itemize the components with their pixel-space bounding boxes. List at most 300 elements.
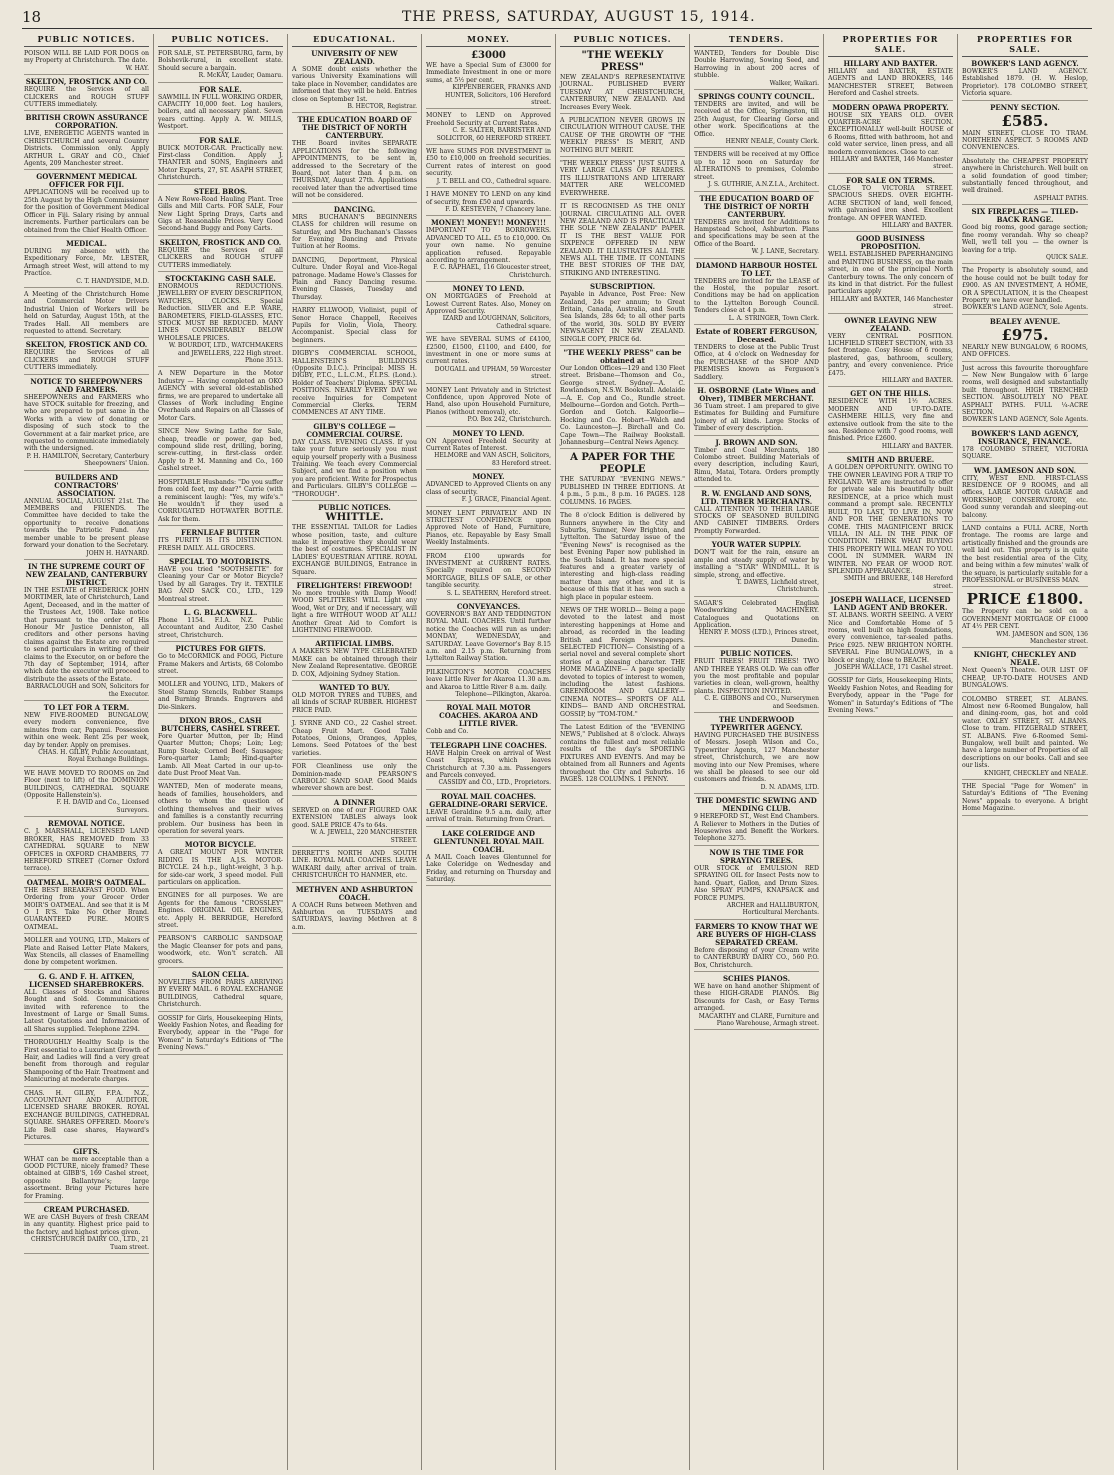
ad-body: ENGINES for all purposes. We are Agents for the famous "CROSSLEY" Engines. ORIGINAL OIL ENGINES, etc. Apply H. BERRIDGE, Hereford street. <box>158 892 283 929</box>
ad-body: SERVED on one of our FIGURED OAK EXTENSION TABLES always look good. SALE PRICE 47s to 64s. <box>292 806 417 829</box>
ad-heading: CREAM PURCHASED. <box>43 1204 130 1214</box>
advertisement <box>962 467 1088 522</box>
advertisement <box>24 474 149 560</box>
ad-heading: WM. JAMESON AND SON. <box>973 465 1077 475</box>
ad-heading: H. OSBORNE (Late Wines and Olver), TIMBER MERCHANT. <box>697 386 816 403</box>
ad-body: C. J. MARSHALL, LICENSED LAND BROKER, HAS REMOVED from 33 CATHEDRAL SQUARE to NEW OFFICES in OXFORD CHAMBERS, 77 HEREFORD STREET (Corner Oxford terrace). <box>24 828 149 873</box>
ad-body: Good big rooms, good garage section; fine roomy verandah. Why so cheap? Well, we'll tell you — the owner is leaving for a trip. <box>962 224 1088 254</box>
advertisement <box>560 607 685 721</box>
ad-heading: FOR SALE. <box>199 84 242 94</box>
ad-body: A MAKER'S NEW TYPE CELEBRATED MAKE can be obtained through their New Zealand Representative. GEORGE D. COX, Adjoining Sydney Station. <box>292 648 417 678</box>
ad-signature: BARRACLOUGH and SON, Solicitors for the Executor. <box>26 683 149 698</box>
column-6 <box>690 34 824 1470</box>
ad-body: Timber and Coal Merchants, 180 Colombo street. Building Materials of every description, including Kauri, Rimu, Matai, Totara. Orders promptly attended to. <box>694 446 819 484</box>
advertisement <box>828 317 953 388</box>
ad-body: ENORMOUS REDUCTIONS. JEWELLERY OF EVERY DESCRIPTION, WATCHES, CLOCKS. Special Reduction. SILVER and E.P. WARE, BAROMETERS, FIELD-GLASSES, ETC. STOCK MUST BE REDUCED. MANY LINES CONSIDERABLY BELOW WHOLESALE PRICES. <box>158 282 283 342</box>
ad-body: Absolutely the CHEAPEST PROPERTY anywhere in Christchurch. Well built on a solid foundation of good timber; substantially fenced throughout, and well drained. <box>962 157 1088 195</box>
ad-signature: HENRY F. MOSS (LTD.), Princes street, Dunedin. <box>698 629 819 644</box>
advertisement <box>828 596 953 674</box>
advertisement <box>694 439 819 487</box>
advertisement <box>158 558 283 606</box>
ad-heading: Estate of ROBERT FERGUSON, Deceased. <box>695 326 818 344</box>
ad-body: Payable in Advance, Post Free: New Zealand, 24s per annum; to Great Britain, Canada, Australia, and South Sea Islands, 28s 6d; to all other parts of the world, 30s. SOLD BY EVERY NEWSAGENT IN NEW ZEALAND. SINGLE COPY, PRICE 6d. <box>560 291 685 343</box>
advertisement <box>158 50 283 83</box>
advertisement <box>24 291 149 338</box>
advertisement <box>426 191 551 216</box>
column-8 <box>958 34 1092 1470</box>
ad-body: The Latest Edition of the "EVENING NEWS," Published at 8 o'clock. Always contains the fullest and most reliable results of the day's SPORTING FIXTURES AND EVENTS. And may be obtained from all Runners and Agents throughout the City and Suburbs. 16 PAGES. 128 COLUMNS. 1 PENNY. <box>560 724 685 783</box>
ad-heading: A DINNER <box>333 797 376 807</box>
ad-body: The 8 o'clock Edition is delivered by Runners anywhere in the City and Suburbs, Sumner, New Brighton, and Lyttelton. The Saturday issue of the "Evening News" is recognised as the best Evening Paper now published in the South Island. It has more special features and a greater variety of interesting and high-class reading matter than any other, and it is because of this that it has won such a high place in popular esteem. <box>560 512 685 601</box>
advertisement <box>426 669 551 702</box>
advertisement <box>292 763 417 796</box>
ad-body: MRS BUCHANAN'S BEGINNERS CLASS for children will resume on Saturday, and Mrs Buchanan's Classes for Evening Dancing and Private Tuition at her Rooms. <box>292 213 417 251</box>
advertisement <box>24 1148 149 1203</box>
advertisement <box>694 387 819 436</box>
ad-body: WANTED, Men of moderate means, heads of families, householders, and others to whom the question of clothing themselves and their wives and families is a constantly recurring problem. Our business has been in operation for several years. <box>158 783 283 835</box>
ad-body: THOROUGHLY Healthy Scalp is the First essential to a Luxuriant Growth of Hair, and Ladies will find a very great benefit from thorough and regular Shampooing of the Hair. Treatment and Manicuring at moderate charges. <box>24 1039 149 1084</box>
advertisement <box>24 1039 149 1086</box>
ad-body: OUR STOCK of EMULSION RED SPRAYING OIL for Insect Pests now to hand. Quart, Gallon, and Drum Sizes. Also SPRAY PUMPS, KNAPSACK and FORCE PUMPS. <box>694 864 819 902</box>
ad-signature: WM. JAMESON and SON, 136 Manchester street. <box>996 630 1088 645</box>
advertisement <box>158 370 283 425</box>
ad-heading: IN THE SUPREME COURT OF NEW ZEALAND, CANTERBURY DISTRICT. <box>25 561 148 587</box>
ad-signature: S. L. SEATHERN, Hereford street. <box>446 589 551 597</box>
ad-body: TENDERS are invited, and will be received at the Office, Springston, till 25th August, for Clearing Gorse and other work. Specifications at the Office. <box>694 101 819 138</box>
advertisement <box>962 365 1088 427</box>
advertisement <box>426 387 551 427</box>
ad-body: WE are CASH Buyers of fresh CREAM in any quantity. Highest price paid to the factory, and highest prices given. <box>24 1213 149 1236</box>
advertisement <box>426 553 551 600</box>
column-4 <box>422 34 556 1470</box>
advertisement <box>158 239 283 272</box>
ad-body: WELL ESTABLISHED PAPERHANGING and PAINTING BUSINESS, on the main street, in one of the principal North Canterbury towns. The only concern of its kind in that district. For the fullest particulars apply <box>828 251 953 296</box>
ad-signature: J. S. GUTHRIE, A.N.Z.I.A., Architect. <box>708 181 819 189</box>
ad-heading: L. G. BLACKWELL. <box>183 607 258 617</box>
ad-body: THE Board invites SEPARATE APPLICATIONS for the following APPOINTMENTS, to be sent in, addressed to the Secretary of the Board, not later than 4 p.m. on THURSDAY, August 27th. Applications received later than the advertised time will not be considered. <box>292 140 417 200</box>
advertisement <box>426 336 551 383</box>
ad-body: HOSPITABLE Husbands: "Do you suffer from cold feet, my dear?" Carrie (with a reminiscent laugh): "Yes, my wife's." He wouldn't if they used a CORRUGATED HOT-WATER BOTTLE. Ask for them. <box>158 478 283 523</box>
advertisement <box>292 350 417 420</box>
ad-heading: NOTICE TO SHEEPOWNERS AND FARMERS. <box>30 376 143 394</box>
column-7 <box>824 34 958 1470</box>
advertisement <box>292 50 417 113</box>
ad-signature: HILLARY and BAXTER, 146 Manchester street. <box>830 295 953 311</box>
ad-body: GOSSIP for Girls, Housekeeping Hints, Weekly Fashion Notes, and Reading for Everybody, appear in the "Page for Women" in Saturday's Editions of "The Evening News." <box>828 677 953 715</box>
ad-heading: SPRINGS COUNTY COUNCIL. <box>698 92 815 102</box>
ad-signature: ASPHALT PATHS. <box>1034 194 1088 202</box>
ad-body: SHEEPOWNERS and FARMERS who have STOCK suitable for freezing, and who are prepared to put same in the Works with a view of donating or disposing of such stock to the Government at a fair market price, are requested to communicate immediately with the undersigned. <box>24 393 149 453</box>
advertisement <box>292 799 417 847</box>
ad-body: A SOME doubt exists whether the various University Examinations will take place in November, candidates are informed that they will be held. Entries close on September 1st. <box>292 66 417 103</box>
advertisement <box>292 206 417 254</box>
ad-heading: SALON CELIA. <box>191 970 250 979</box>
ad-signature: P.O. Box 242, Christchurch. <box>467 416 551 424</box>
ad-heading: BRITISH CROWN ASSURANCE CORPORATION. <box>25 113 148 131</box>
ad-heading: SPECIAL TO MOTORISTS. <box>169 556 272 566</box>
ad-body: Next Queen's Theatre. OUR LIST OF CHEAP, UP-TO-DATE HOUSES AND BUNGALOWS. <box>962 667 1088 690</box>
ad-heading: J. BROWN AND SON. <box>715 437 798 447</box>
ad-body: A New Rowe-Road Hauling Plant. Tree Gills and Mill Carts. FOR SALE, Four New Light Spring Drays, Carts and Gigs at Reasonable Prices. Very Good Second-hand Buggy and Pony Carts. <box>158 195 283 233</box>
advertisement <box>828 235 953 313</box>
column-heading: PUBLIC NOTICES. <box>560 34 685 47</box>
advertisement <box>694 541 819 596</box>
advertisement <box>24 1090 149 1145</box>
advertisement <box>560 349 685 449</box>
ad-signature: L. A. STRINGER, Town Clerk. <box>728 314 819 322</box>
ad-body: DAY CLASS. EVENING CLASS. If you take your future seriously you must equip yourself properly with a Business Training. We teach every Commercial Subject, and we find a position when you are proficient. Write for Prospectus and Particulars. GILBY'S COLLEGE — "THOROUGH". <box>292 438 417 498</box>
advertisement <box>560 203 685 280</box>
ad-signature: F. H. DAVID and Co., Licensed Surveyors. <box>56 799 149 814</box>
ad-signature: HILLARY and BAXTER. <box>881 221 953 229</box>
ad-heading: JOSEPH WALLACE, LICENSED LAND AGENT AND BROKER. <box>830 595 951 613</box>
advertisement <box>962 651 1088 692</box>
ad-signature: SMITH and BRUERE, 148 Hereford street. <box>843 575 953 590</box>
advertisement <box>560 283 685 346</box>
ad-display-line: £3000 <box>471 50 506 61</box>
ad-body: NEW FIVE-ROOMED BUNGALOW, every modern convenience, five minutes from car, Papanui. Possession within one week. Rent 25s per week, day by tender. Apply on premises. <box>24 712 149 749</box>
ad-body: DURING my absence with the Expeditionary Force, Mr. LESTER, Armagh street West, will attend to my Practice. <box>24 247 149 278</box>
ad-signature: Telephone—Pilkington, Akaroa. <box>455 691 551 699</box>
ad-price: £975. <box>1001 325 1049 344</box>
advertisement <box>426 285 551 333</box>
ad-heading: SUBSCRIPTION. <box>589 282 656 292</box>
advertisement <box>426 510 551 550</box>
column-5 <box>556 34 690 1470</box>
ad-heading: TELEGRAPH LINE COACHES. <box>430 740 547 750</box>
advertisement <box>962 430 1088 464</box>
ad-heading: THE EDUCATION BOARD OF THE DISTRICT OF NORTH CANTERBURY. <box>297 115 412 141</box>
ad-body: LIVE, ENERGETIC AGENTS wanted in CHRISTCHURCH and several Country Districts. Commission only. Apply ARTHUR L. GRAY and CO., Chief Agents, 209 Manchester street. <box>24 130 149 168</box>
ad-body: REQUIRE the Services of all CLICKERS and ROUGH STUFF CUTTERS immediately. <box>24 349 149 372</box>
ad-heading: SCHIES PIANOS. <box>722 973 791 983</box>
ad-heading: KNIGHT, CHECKLEY AND NEALE. <box>973 650 1077 668</box>
column-heading: EDUCATIONAL. <box>292 34 417 47</box>
ad-heading: GIFTS. <box>73 1146 100 1156</box>
advertisement <box>694 923 819 972</box>
advertisement <box>158 645 283 678</box>
ad-heading: FOR SALE. <box>199 135 242 145</box>
advertisement <box>962 696 1088 780</box>
advertisement <box>426 742 551 790</box>
advertisement <box>560 50 685 114</box>
ad-body: COLOMBO STREET, ST. ALBANS. Almost new 6-Roomed Bungalow, hall and dining-room, gas, hot and cold water. OXLEY STREET, ST. ALBANS. Close to tram. FITZGERALD STREET, ST. ALBANS. Five 6-Roomed Semi-Bungalow, well built and painted. We have a large number of Properties of all descriptions on our books. Call and see our lists. <box>962 695 1088 770</box>
advertisement <box>426 603 551 666</box>
ad-signature: QUICK SALE. <box>1045 253 1088 261</box>
ad-body: CITY, WEST END. FIRST-CLASS RESIDENCE OF 9 ROOMS, and all offices, LARGE MOTOR GARAGE and WORKSHOP, CONSERVATORY, etc. Good sunny verandah and sleeping-out balcony. <box>962 474 1088 519</box>
ad-body: PEARSON'S CARBOLIC SANDSOAP, the Magic Cleanser for pots and pans, woodwork, etc. Won't scratch. All grocers. <box>158 935 283 965</box>
ad-body: FOR SALE, ST. PETERSBURG, farm, by Bolshevik-rural, in excellent state. Should secure a bargain. <box>158 50 283 72</box>
ad-body: WE have SUMS FOR INVESTMENT in £50 to £10,000 on freehold securities. Current rates of interest on good security. <box>426 148 551 178</box>
ad-heading: MOTOR BICYCLE. <box>184 840 257 850</box>
ad-heading: OATMEAL. MOIR'S OATMEAL. <box>26 877 147 887</box>
ad-heading: G. G. AND F. H. AITKEN, LICENSED SHAREBROKERS. <box>29 971 144 989</box>
ad-signature: HILLARY and BAXTER. <box>881 442 953 450</box>
column-1 <box>20 34 154 1470</box>
ad-signature: JOHN H. HAYNARD. <box>86 549 149 557</box>
ad-body: WE HAVE MOVED TO ROOMS on 2nd Floor (next to lift) of the DOMINION BUILDINGS, CATHEDRAL SQUARE (Opposite Hallenstein's). <box>24 769 149 800</box>
ad-body: ST. ALBANS. WORTH SEEING. A VERY Nice and Comfortable Home of 5 rooms, well built on high foundations, every convenience, tar-sealed paths. Price £925. NEW BRIGHTON NORTH. SEVERAL Fine BUNGALOWS, in a block or singly, close to BEACH. <box>828 612 953 664</box>
ad-body: A GOLDEN OPPORTUNITY. OWING TO THE OWNER LEAVING FOR A TRIP TO ENGLAND. WE are instructed to offer for private sale his beautifully built RESIDENCE, at a price which must command a prompt sale. RECENTLY BUILT, TO LAST, TO LIVE IN, NOW AND FOR THE GENERATIONS TO COME. THIS MAGNIFICENT BRICK VILLA. IN ALL IN THE PINK OF CONDITION. THINK WHAT BUYING THIS PROPERTY WILL MEAN TO YOU. COOL IN SUMMER. WARM IN WINTER. NO FEAR OF WOOD ROT. SPLENDID APPEARANCE. <box>828 464 954 575</box>
advertisement <box>292 640 417 681</box>
ad-heading: MONEY. <box>472 472 505 482</box>
advertisement <box>828 456 953 593</box>
advertisement <box>694 195 819 259</box>
advertisement <box>962 318 1088 362</box>
ad-body: The Property can be sold on a GOVERNMENT MORTGAGE OF £1000 AT 4½ PER CENT. <box>962 608 1088 631</box>
advertisement <box>694 328 819 384</box>
ad-body: HAVE Halpin Creek on arrival of West Coast Express, which leaves Christchurch at 7.30 a.m. Passengers and Parcels conveyed. <box>426 749 551 780</box>
advertisement <box>962 267 1088 314</box>
ad-heading: FERNLEAF BUTTER <box>181 528 260 538</box>
ad-heading: TO LET FOR A TERM. <box>43 703 130 712</box>
ad-heading: LAKE COLERIDGE AND GLENTUNNEL ROYAL MAIL COACH. <box>433 828 544 854</box>
ad-body: MOLLER and YOUNG, LTD., Makers of Plate and Raised Letter Plate Makers, Wax Stencils, all classes of Enamelling done by competent workmen. <box>24 937 149 967</box>
ad-body: ON Approved Freehold Security at Current Rates of Interest. <box>426 437 551 453</box>
advertisement <box>694 93 819 148</box>
ad-body: CHAS. H. GILBY, F.P.A. N.Z., ACCOUNTANT AND AUDITOR. LICENSED SHARE BROKER. ROYAL EXCHANGE BUILDINGS, CATHEDRAL SQUARE. SHARES OFFERED. Moore's Life Bell case shares, Hayward's Pictures. <box>24 1089 149 1142</box>
ad-body: Before disposing of your Cream write to CANTERBURY DAIRY CO., 560 P.O. Box, Christchurch. <box>694 946 819 969</box>
ad-signature: C. T. HANDYSIDE, M.D. <box>76 277 149 285</box>
ad-body: BUICK MOTOR-CAR. Practically new. First-class Condition. Apply J. THANTER and SONS, Engineers and Motor Experts, 27, ST. ASAPH STREET, Christchurch. <box>158 144 283 182</box>
advertisement <box>962 60 1088 101</box>
ad-heading: BOWKER'S LAND AGENCY, INSURANCE, FINANCE. <box>971 428 1079 446</box>
ad-body: ALL Classes of Stocks and Shares Bought and Sold. Communications invited with reference to the Investment of Large or Small Sums. Latest Quotations and Information of all Shares supplied. Telephone 2294. <box>24 988 149 1033</box>
advertisement <box>426 148 551 188</box>
column-2 <box>154 34 288 1470</box>
ad-body: 36 Tuam street. I am prepared to give Estimates for Building and Furniture Joinery of all kinds. Large Stocks of Timber of every description. <box>694 403 819 433</box>
advertisement <box>24 1206 149 1254</box>
ad-body: ITS PURITY IS ITS DISTINCTION. FRESH DAILY. ALL GROCERS. <box>158 537 283 552</box>
ad-heading: MONEY TO LEND. <box>452 284 525 294</box>
ad-body: CALL ATTENTION TO THEIR LARGE STOCKS OF SEASONED BUILDING AND CABINET TIMBERS. Orders Promptly Forwarded. <box>694 505 819 535</box>
advertisement <box>560 452 685 509</box>
ad-body: REQUIRE the Services of all CLICKERS and ROUGH STUFF CUTTERS immediately. <box>24 86 149 109</box>
advertisement <box>292 720 417 760</box>
ad-body: FROM £100 upwards for INVESTMENT at CURRENT RATES. Specially required on SECOND MORTGAGE, BILLS OF SALE, or other tangible security. <box>426 552 551 590</box>
advertisement <box>962 783 1088 816</box>
ad-heading: FOR SALE ON TERMS. <box>846 175 935 185</box>
ad-heading: THE UNDERWOOD TYPEWRITER AGENCY. <box>710 715 803 732</box>
ad-body: HILLARY and BAXTER, ESTATE AGENTS and LAND BROKERS, 146 MANCHESTER STREET, Between Hereford and Cashel streets. <box>828 68 953 98</box>
ad-body: 9 HEREFORD ST., West End Chambers. A Reliever to Mothers in the Duties of Housewives and Benefit the Workers. Telephone 3275. <box>694 813 819 843</box>
advertisement <box>560 160 685 200</box>
ad-body: A COACH Runs between Methven and Ashburton on TUESDAYS and SATURDAYS, leaving Methven at 8 a.m. <box>292 901 417 931</box>
advertisement <box>694 490 819 539</box>
advertisement <box>158 971 283 1012</box>
advertisement <box>292 116 417 202</box>
ad-signature: B. HECTOR, Registrar. <box>347 103 417 111</box>
ad-body: LAND contains a FULL ACRE, North frontage. The rooms are large and artistically finished and the grounds are well laid out. This property is in quite the best residential area of the City, and being within a few minutes' walk of the square, is particularly suitable for a PROFESSIONAL or BUSINESS MAN. <box>962 525 1088 584</box>
ad-body: TENDERS are invited for Additions to Hampstead School, Ashburton. Plans and specifications may be seen at the Office of the Board. <box>694 218 819 248</box>
ad-heading: STEEL BROS. <box>193 186 248 196</box>
ad-body: I HAVE MONEY TO LEND on any kind of security, from £50 and upwards. <box>426 191 551 206</box>
column-heading: MONEY. <box>426 34 551 47</box>
advertisement <box>828 177 953 232</box>
ad-body: SINCE New Swing Lathe for Sale, cheap, treadle or power, gap bed, compound slide rest, drilling, boring, screw-cutting, in first-class order. Apply to P. M. Manning and Co., 160 Cashel street. <box>158 428 283 473</box>
advertisement <box>962 208 1088 264</box>
ad-heading: OWNER LEAVING NEW ZEALAND. <box>844 315 937 333</box>
ad-heading: THE EDUCATION BOARD OF THE DISTRICT OF NORTH CANTERBURY. <box>699 193 814 219</box>
advertisement <box>24 341 149 374</box>
advertisement <box>694 716 819 794</box>
advertisement <box>24 563 149 701</box>
ad-body: THE BEST BREAKFAST FOOD. When Ordering from your Grocer Order MOIR'S OATMEAL. And see that it is M O I R'S. Take No Other Brand. GUARANTEED PURE. MOIR'S OATMEAL. <box>24 886 149 931</box>
ad-heading: ROYAL MAIL MOTOR COACHES. AKAROA AND LITTLE RIVER. <box>439 703 538 729</box>
ad-body: NEARLY NEW BUNGALOW, 6 ROOMS, AND OFFICES. <box>962 343 1088 359</box>
ad-body: J. SYRNE AND CO., 22 Cashel street. Cheap Fruit Mart. Good Table Potatoes, Onions, Oranges, Apples, Lemons. Seed Potatoes of the best varieties. <box>292 720 417 757</box>
ad-display-line: "THE WEEKLY PRESS" <box>581 50 664 73</box>
advertisement <box>158 188 283 236</box>
ad-body: DIGBY'S COMMERCIAL SCHOOL, HALLENSTEIN'S BUILDINGS (Opposite D.I.C.). Principal: MISS H. DIGBY, P.T.C., L.L.C.M., F.I.P.S. (Lond.). Holder of Teachers' Diploma. SPECIAL POSITIONS. NEARLY EVERY DAY we receive Inquiries for Competent Commercial Clerks. TERM COMMENCES AT ANY TIME. <box>292 350 417 417</box>
ad-body: NOVELTIES FROM PARIS ARRIVING BY EVERY MAIL. 6 ROYAL EXCHANGE BUILDINGS, Cathedral square, Christchurch. <box>158 979 283 1009</box>
ad-body: No more trouble with Damp Wood! WOOD SPLITTERS! WILL Light any Wood, Wet or Dry, and if necessary, will light a fire WITHOUT WOOD AT ALL! Another Great Aid to Comfort is LIGHTNING FIREWOOD. <box>292 589 417 634</box>
ad-body: CLOSE TO VICTORIA STREET. SPACIOUS SHEDS. OVER EIGHTH-ACRE SECTION of land, well fenced, with galvanised iron shed. Excellent frontage. AN OFFER WANTED. <box>828 184 953 222</box>
advertisement <box>158 428 283 475</box>
advertisement <box>694 151 819 191</box>
advertisement <box>158 935 283 968</box>
ad-signature: T. DAWES, Lichfield street, Christchurch. <box>736 578 819 594</box>
ad-body: IMPORTANT TO BORROWERS. ADVANCED TO ALL. £5 to £10,000. On your own name. No genuine application refused. Repayable according to arrangement. <box>426 227 551 264</box>
ad-signature: C. E. GIBBONS and CO., Nurserymen and Seedsmen. <box>704 695 819 710</box>
advertisement <box>24 973 149 1036</box>
ad-display-line: WHITTLE. <box>325 512 384 524</box>
column-heading: PUBLIC NOTICES. <box>158 34 283 47</box>
advertisement <box>24 704 149 767</box>
ad-signature: HILLARY and BAXTER, 146 Manchester street. <box>830 156 953 171</box>
ad-signature: HENRY NEALE, County Clerk. <box>725 138 819 146</box>
advertisement <box>426 50 551 109</box>
ad-heading: FARMERS TO KNOW THAT WE ARE BUYERS OF HIGH-CLASS SEPARATED CREAM. <box>695 921 818 947</box>
ad-signature: W. HAY. <box>125 64 149 72</box>
ad-heading: NOW IS THE TIME FOR SPRAYING TREES. <box>709 847 804 865</box>
ad-signature: IZARD and LOUGHNAN, Solicitors, Cathedral square. <box>442 315 551 330</box>
ad-signature: CASSIDY and CO., LTD., Proprietors. <box>438 779 551 787</box>
ad-body: MONEY to LEND on Approved Freehold Security at Current Rates. <box>426 112 551 127</box>
ad-signature: BOWKER'S LAND AGENCY, Sole Agents. <box>962 304 1088 312</box>
advertisement <box>158 609 283 642</box>
ad-body: The Property is absolutely sound, and the house could not be built today for £900. AS AN INVESTMENT, A HOME, OR A SPECULATION, it is the Cheapest Property we have ever handled. <box>962 267 1088 304</box>
column-heading: PROPERTIES FOR SALE. <box>962 34 1088 57</box>
advertisement <box>694 50 819 90</box>
ad-signature: W. A. JEWELL, 220 MANCHESTER STREET. <box>310 829 417 844</box>
ad-signature: HILLARY and BAXTER. <box>881 377 953 384</box>
ad-heading: DIAMOND HARBOUR HOSTEL TO LET. <box>695 260 818 278</box>
ad-body: "THE WEEKLY PRESS" JUST SUITS A VERY LARGE CLASS OF READERS. ITS ILLUSTRATIONS AND LITERARY MATTER ARE WELCOMED EVERYWHERE. <box>560 160 685 197</box>
ad-body: Our London Offices—129 and 130 Fleet street. Brisbane—Thomson and Co., George street. Sydney—A. C. Rowlandson, N.S.W. Bookstall. Adelaide—A. E. Cop and Co., Rundle street. Melbourne—Gordon and Gotch. Perth—Gordon and Gotch. Kalgoorlie—Hocking and Co. Hobart—Walch and Co. Launceston—J. Birchall and Co. Cape Town—The Railway Bookstall. Johannesburg—Central News Agency. <box>560 365 686 447</box>
ad-signature: W. J. LANE, Secretary. <box>751 248 819 256</box>
advertisement <box>158 479 283 526</box>
ad-signature: C. E. SALTER, BARRISTER AND SOLICITOR, 60 HEREFORD STREET. <box>436 127 551 142</box>
advertisement <box>694 797 819 846</box>
ad-body: APPLICATIONS will be received up to 25th August by the High Commissioner for the position of Government Medical Officer in Fiji. Salary rising by annual increments. Further particulars can be obtained from the Chief Health Officer. <box>24 189 149 234</box>
advertisement <box>694 650 819 713</box>
advertisement <box>560 512 685 604</box>
ad-heading: SKELTON, FROSTICK AND CO. <box>25 77 148 87</box>
ad-signature: F. C. RAPHAEL, 116 Gloucester street, Christchurch. <box>433 264 551 279</box>
ad-body: FRUIT TREES! FRUIT TREES! TWO AND THREE YEARS OLD. We can offer you the most profitable and popular varieties in clean, well-grown, healthy plants. INSPECTION INVITED. <box>694 658 819 695</box>
advertisement <box>158 529 283 555</box>
ad-body: SAWMILL IN FULL WORKING ORDER, CAPACITY 10,000 feet. Log haulers, boilers, and all necessary plant. Seven years cutting. Apply A. W. MILLS, Westport. <box>158 93 283 131</box>
ad-heading: SKELTON, FROSTICK AND CO. <box>25 340 148 350</box>
masthead <box>22 6 1092 29</box>
ad-body: A Meeting of the Christchurch Home and Commercial Motor Drivers Industrial Union of Workers will be held on Saturday, August 15th, at the Trades Hall. All members are requested to attend. Secretary. <box>24 290 149 335</box>
ad-body: RESIDENCE WITH 1½ ACRES. MODERN AND UP-TO-DATE. CASHMERE HILLS, very fine and extensive outlook from the site to the sea. Residence with 7 good rooms, well finished. Price £2600. <box>828 398 953 443</box>
advertisement <box>158 783 283 838</box>
advertisement <box>828 60 953 101</box>
advertisement <box>292 423 417 501</box>
ad-signature: BOWKER'S LAND AGENCY, Sole Agents. <box>962 416 1088 424</box>
ad-signature: Walker, Waikari. <box>769 79 819 87</box>
ad-body: TENDERS to close at the Public Trust Office, at 4 o'clock on Wednesday for the PURCHASE of the SHOP AND PREMISES known as Ferguson's Saddlery. <box>694 343 819 381</box>
ad-body: NEW ZEALAND'S REPRESENTATIVE JOURNAL. PUBLISHED EVERY TUESDAY AT CHRISTCHURCH, CANTERBURY, NEW ZEALAND. And Increases Every Week. <box>560 74 685 111</box>
advertisement <box>828 390 953 453</box>
ad-heading: PENNY SECTION. <box>990 102 1060 112</box>
ad-body: THE SATURDAY "EVENING NEWS." PUBLISHED IN THREE EDITIONS. At 4 p.m., 5 p.m., 8 p.m. 16 PAGES. 128 COLUMNS. 16 PAGES. <box>560 476 685 506</box>
advertisement <box>158 681 283 714</box>
ad-body: MONEY LENT PRIVATELY AND IN STRICTEST CONFIDENCE upon Approved Note of Hand, Furniture, Pianos, etc. Repayable by Easy Small Weekly Instalments. <box>426 509 551 547</box>
ad-heading: GILBY'S COLLEGE — COMMERCIAL COURSE. <box>306 421 403 439</box>
ad-body: HAVE you tried "SOOTHSETTE" for Cleaning your Car or Motor Bicycle? Used by all Garages. Try it. TEXTILE BAG AND SACK CO., LTD., 129 Montreal street. <box>158 565 283 603</box>
ad-signature: CHAS. H. GILBY, Public Accountant, Royal Exchange Buildings. <box>38 749 149 764</box>
ad-body: TENDERS will be received at my Office up to 12 noon on Saturday for ALTERATIONS to premises, Colombo street. <box>694 151 819 181</box>
advertisement <box>694 849 819 920</box>
advertisement <box>158 892 283 932</box>
ad-body: THE Special "Page for Women" in Saturday's Editions of "The Evening News" appeals to everyone. A bright Home Magazine. <box>962 783 1088 813</box>
ad-body: Fore Quarter Mutton, per lb; Hind Quarter Mutton; Chops; Loin; Leg; Rump Steak; Corned Beef; Sausages; Fore-quarter Lamb; Hind-quarter Lamb. All Meat Carted in our up-to-date Dust Proof Meat Van. <box>158 733 283 778</box>
ad-body: Go to McCORMICK and FOGG, Picture Frame Makers and Artists, 68 Colombo street. <box>158 653 283 675</box>
ad-heading: R. W. ENGLAND AND SONS, LTD. TIMBER MERCHANTS. <box>700 488 813 506</box>
ad-body: Phone 1154. F.I.A. N.Z. Public Accountant and Auditor, 230 Cashel street, Christchurch. <box>158 616 283 639</box>
ad-heading: DANCING. <box>333 204 376 214</box>
ad-body: BOWKER'S LAND AGENCY. Established 1879. (H. W. Heslop, Proprietor). 178 COLOMBO STREET, Victoria square. <box>962 68 1088 98</box>
ad-heading: PUBLIC NOTICES. <box>318 503 391 513</box>
ad-heading: UNIVERSITY OF NEW ZEALAND. <box>311 49 398 66</box>
ad-body: PILKINGTON'S MOTOR COACHES leave Little River for Akaroa 11.30 a.m. and Akaroa to Little River 8 a.m. daily. <box>426 668 551 691</box>
ad-body: ANNUAL SOCIAL, AUGUST 21st. The MEMBERS and FRIENDS. The Committee have decided to take the opportunity to receive donations towards the Patriotic Fund. Any member unable to be present please forward your donation to the Secretary. <box>24 497 149 550</box>
advertisement <box>962 590 1088 648</box>
advertisement <box>426 704 551 738</box>
advertisement <box>426 473 551 506</box>
ad-heading: ROYAL MAIL COACHES. GERALDINE-ORARI SERVICE. <box>429 791 548 809</box>
ad-heading: CONVEYANCES. <box>456 601 521 611</box>
advertisement <box>694 975 819 1030</box>
advertisement <box>158 1015 283 1055</box>
advertisement <box>24 114 149 170</box>
column-3 <box>288 34 422 1470</box>
ad-heading: PUBLIC NOTICES. <box>720 649 793 659</box>
ad-heading: ARTIFICIAL LIMBS. <box>315 639 394 649</box>
advertisement <box>292 886 417 935</box>
ad-body: POISON WILL BE LAID FOR DOGS on my Property at Christchurch. The date. <box>24 50 149 65</box>
ad-body: VERY CENTRAL POSITION. LICHFIELD STREET SECTION, with 33 feet frontage. Cosy House of 6 rooms, plastered, gas, bathroom, scullery, pantry, and every convenience. Price £475. <box>828 332 953 377</box>
ad-body: WE have a Special Sum of £3000 for Immediate Investment in one or more sums, at 5½ per cent. <box>426 62 551 84</box>
ad-body: THE ESSENTIAL TAILOR for Ladies whose position, taste, and culture make it imperative they should wear the best of costumes. SPECIALIST IN LADIES' EQUESTRIAN ATTIRE. ROYAL EXCHANGE BUILDINGS, Entrance in Square. <box>292 524 418 576</box>
ad-heading: SMITH AND BRUERE. <box>846 455 935 465</box>
ad-heading: PICTURES FOR GIFTS. <box>175 644 266 654</box>
advertisement <box>292 684 417 717</box>
ad-signature: ARCHER and HALLIBURTON, Horticultural Merchants. <box>726 901 819 917</box>
ad-signature: D. N. ADAMS, LTD. <box>760 783 819 791</box>
ad-body: ON MORTGAGES of Freehold at Lowest Current Rates. Also, Money on Approved Security. <box>426 293 551 315</box>
ad-signature: F. D. KESTEVEN, 7 Chancery lane. <box>445 205 551 213</box>
ad-body: DERRETT'S NORTH AND SOUTH LINE. ROYAL MAIL COACHES. LEAVE WAIKARI daily, after arrival of train. CHRISTCHURCH TO HANMER, etc. <box>292 849 417 880</box>
advertisement <box>158 841 283 889</box>
ad-heading: METHVEN AND ASHBURTON COACH. <box>295 884 414 902</box>
advertisement <box>560 724 685 786</box>
ad-signature: KNIGHT, CHECKLEY and NEALE. <box>984 769 1088 777</box>
advertisement <box>426 430 551 471</box>
